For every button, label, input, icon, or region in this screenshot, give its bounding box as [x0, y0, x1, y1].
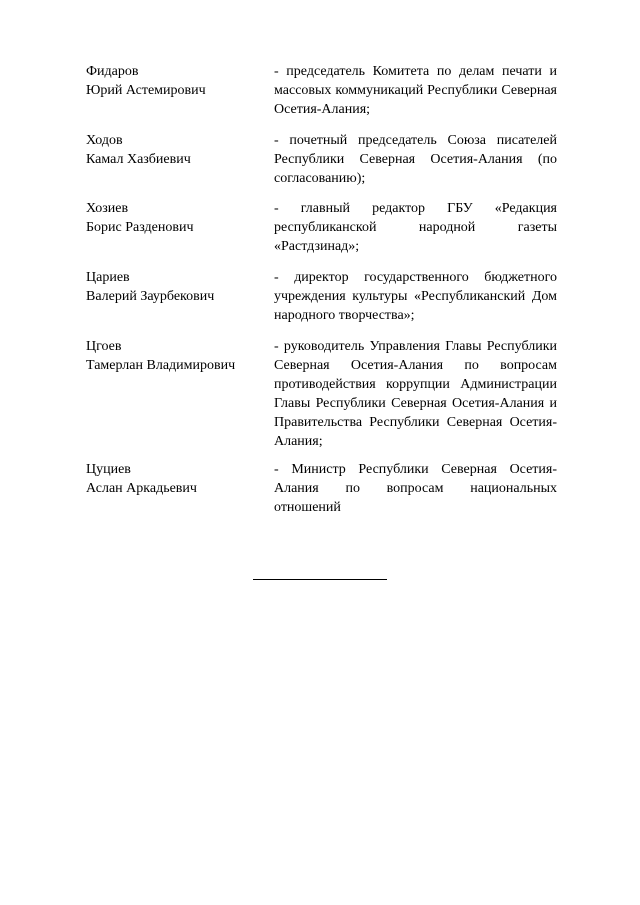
- member-role: - почетный председатель Союза писателей Республики Северная Осетия-Алания (по согласованию);: [274, 133, 557, 186]
- member-surname: Цариев: [86, 270, 130, 285]
- member-role: - руководитель Управления Главы Республики Северная Осетия-Алания по вопросам противодействия коррупции Администрации Главы Республики Северная Осетия-Алания и Правительства Республики Северная Осетия-Алания;: [274, 339, 557, 449]
- member-role: - директор государственного бюджетного учреждения культуры «Республиканский Дом народного творчества»;: [274, 270, 557, 323]
- member-surname: Цгоев: [86, 339, 122, 354]
- member-role: - председатель Комитета по делам печати и массовых коммуникаций Республики Северная Осетия-Алания;: [274, 64, 557, 117]
- member-name: [86, 460, 266, 498]
- member-given-name: Валерий Заурбекович: [86, 289, 215, 304]
- member-surname: Фидаров: [86, 64, 139, 79]
- member-surname: Цуциев: [86, 462, 131, 477]
- member-name: [86, 62, 266, 100]
- member-role: - главный редактор ГБУ «Редакция республиканской народной газеты «Растдзинад»;: [274, 201, 557, 254]
- member-role: - Министр Республики Северная Осетия-Алания по вопросам национальных отношений: [274, 462, 557, 515]
- closing-rule: [253, 579, 387, 580]
- member-name: [86, 337, 266, 375]
- member-given-name: Юрий Астемирович: [86, 83, 206, 98]
- member-surname: Хозиев: [86, 201, 129, 216]
- member-given-name: Аслан Аркадьевич: [86, 481, 197, 496]
- member-name: [86, 199, 266, 237]
- member-given-name: Камал Хазбиевич: [86, 152, 191, 167]
- member-name: [86, 268, 266, 306]
- member-given-name: Борис Разденович: [86, 220, 194, 235]
- member-given-name: Тамерлан Владимирович: [86, 358, 236, 373]
- member-name: [86, 131, 266, 169]
- member-surname: Ходов: [86, 133, 123, 148]
